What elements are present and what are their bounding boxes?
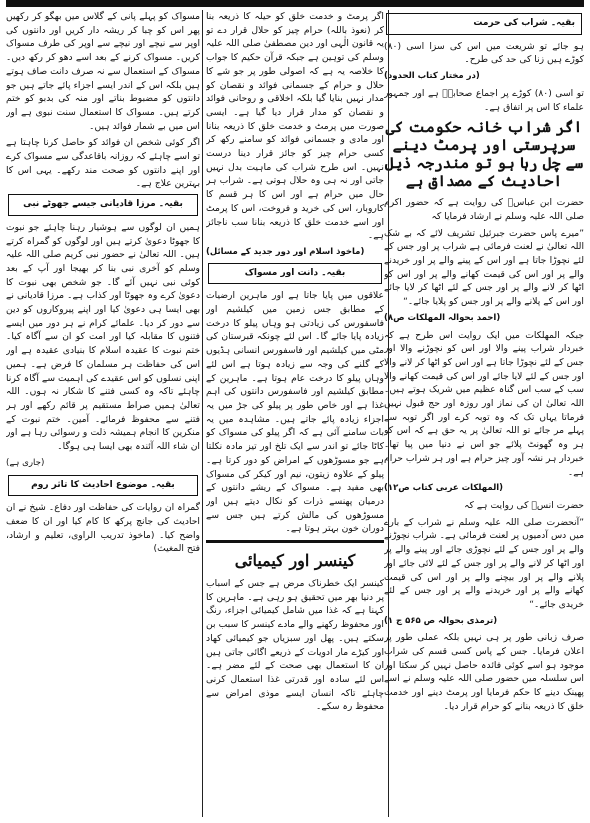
reference: (احمد بحوالہ المهلكات ص۸): [384, 312, 501, 323]
top-rule: [6, 0, 584, 7]
section-box-wine-prohibition: بقیہ۔ شراب کی حرمت: [386, 13, 582, 35]
paragraph: جبکہ المهلكات میں ایک روایت اس طرح ہے کہ خبردار شراب پینے والا اور اس کو نچوڑنے والا اور جس کے لئے نچوڑا جاتا ہے اور اس کو اٹھا کر لانے والا اور جس کے لئے لایا جائے اور اس کی قیمت کھانے والا سب کے سب اس گناہ عظیم میں شریک ہوتے ہیں۔ اللہ تعالیٰ ان کی نماز اور روزہ اور حج قبول نہیں فرماتا یہاں تک کہ وہ توبہ کرے اور اگر توبہ سے پہلے مر جائے تو اللہ تعالیٰ پر یہ حق ہے کہ اس کو ہر وہ گھونٹ پلائے جو اس نے دنیا میں پیا تھا۔ خبردار ہر نشہ آور چیز حرام ہے اور ہر شراب حرام ہے۔: [384, 329, 584, 478]
right-column: [384, 10, 584, 817]
reference: (در مختار کتاب الحدود): [384, 71, 480, 82]
paragraph: مسواک کو پہلے پانی کے گلاس میں بھگو کر رکھیں پھر اس کو چبا کر ریشہ دار کریں اور دانتوں کی اوپر سے نیچے اور نیچے سے اوپر کی طرف مسواک کریں۔ مسواک کرنے کے بعد اسے دھو کر رکھ دیں۔ مسواک کے استعمال سے نہ صرف دانت صاف ہوتے ہیں بلکہ اس کے اندر ایسے اجزاء پائے جاتے ہیں جو دانتوں کو مضبوط بناتے اور منہ کی بدبو کو ختم کرتے ہیں۔ مسواک کا استعمال سنت نبوی ہے اور اس میں بے شمار فوائد ہیں۔: [6, 11, 200, 132]
section-heading: کینسر اور کیمیائی: [234, 551, 356, 571]
divider: [206, 540, 384, 543]
middle-column: [206, 10, 384, 817]
section-box-false-prophet: بقیہ۔ مرزا قادیانی جیسے جھوٹے نبی: [8, 194, 198, 216]
paragraph: گمراہ ان روایات کی حفاظت اور دفاع۔ شیخ نے ان احادیث کی جانچ پرکھ کا کام کیا اور ان کا ضعف واضح کیا۔ (ماخوذ تدریب الراوی، تعلیم و ارشاد، فتح المغیث): [6, 502, 200, 555]
hadith-quote: ”میرے پاس حضرت جبرئیل تشریف لائے کہ بے شک اللہ تعالیٰ نے لعنت فرمائی ہے شراب پر اور جس کے لئے نچوڑا جاتا ہے اور اس کے پینے والے پر اور خریدنے والے پر اور اس کی قیمت کھانے والے پر اور اس کو اٹھا کر لانے والے پر اور جس کے لئے اٹھا کر لایا جائے اور اس کے پلانے والے پر اور جس کو پلایا جائے۔“: [384, 227, 584, 308]
paragraph: اگر پرمٹ و خدمت خلق کو حیلہ کا ذریعہ بنا کر (نعوذ باللہ) حرام چیز کو حلال قرار دے تو یہ قانون الٰہی اور دین مصطفیٰ صلی اللہ علیہ وسلم کی توہین ہے جبکہ قرآن حکیم کا جواب کا خلاصہ یہ ہے کہ اصولی طور پر جو شے کا حلال و حرام کے جسمانی فوائد و نقصان کو مدار نہیں بنایا گیا بلکہ اخلاقی و روحانی فوائد و نقصان کو مدار قرار دیا گیا ہے۔ ایسی صورت میں پرمٹ و خدمت خلق کا ذریعہ بنانا اور مادی و جسمانی فوائد کو سامنے رکھ کر کسی حرام چیز کو جائز قرار دینا درست نہیں۔ اس طرح شراب کی ماہیت بدل نہیں جاتی اور نہ ہی وہ حلال ہوتی ہے۔ شراب ہر حال میں حرام ہے اور اس کا ہر قسم کا کاروبار، اس کی خرید و فروخت، اس کا پرمٹ اور اسے خدمت خلق کا ذریعہ بنانا سب ناجائز ہے۔: [206, 11, 384, 242]
paragraph: کینسر ایک خطرناک مرض ہے جس کے اسباب پر دنیا بھر میں تحقیق ہو رہی ہے۔ ماہرین کا کہنا ہے کہ غذا میں شامل کیمیائی اجزاء، رنگ اور محفوظ رکھنے والے مادے کینسر کا سبب بن سکتے ہیں۔ پھل اور سبزیاں جو کیمیائی کھاد اور کیڑے مار ادویات کے ذریعے اگائی جاتی ہیں ان کا استعمال بھی صحت کے لئے مضر ہے۔ اس لئے سادہ اور قدرتی غذا استعمال کرنی چاہئے تاکہ انسان ایسے موذی امراض سے محفوظ رہ سکے۔: [206, 578, 384, 713]
paragraph: حضرت ابن عباسؓ کی روایت ہے کہ حضور اکرم صلی اللہ علیہ وسلم نے ارشاد فرمایا کہ: [384, 197, 584, 222]
reference: (ترمذی بحوالہ ص ۵۶۵ ج ۱): [384, 615, 498, 626]
paragraph: ہمیں ان لوگوں سے ہوشیار رہنا چاہئے جو نبوت کا جھوٹا دعویٰ کرتے ہیں اور لوگوں کو گمراہ کرتے ہیں۔ اللہ تعالیٰ نے حضور نبی کریم صلی اللہ علیہ وسلم کو آخری نبی بنا کر بھیجا اور آپ کے بعد کوئی نبی نہیں آئے گا۔ جو شخص بھی نبوت کا دعویٰ کرے وہ جھوٹا اور کذاب ہے۔ مرزا قادیانی نے بھی ایسا ہی دعویٰ کیا اور اپنے پیروکاروں کو دین سے دور کر دیا۔ علمائے کرام نے ہر دور میں ایسے فتنوں کا مقابلہ کیا اور امت کو ان سے آگاہ کیا۔ ختم نبوت کا عقیدہ اسلام کا بنیادی عقیدہ ہے اور اس کی حفاظت ہر مسلمان کا فرض ہے۔ ہمیں اپنی نسلوں کو اس عقیدے کی اہمیت سے آگاہ کرنا چاہئے تاکہ وہ کسی فتنے کا شکار نہ ہوں۔ اللہ تعالیٰ ہمیں صراط مستقیم پر قائم رکھے اور ہر فتنے سے محفوظ فرمائے۔ آمین۔ ختم نبوت کے منکرین کا انجام ہمیشہ ذلت و رسوائی رہا ہے اور ان شاء اللہ آئندہ بھی ایسا ہی ہوگا۔: [6, 221, 200, 453]
paragraph: صرف زبانی طور پر ہی نہیں بلکہ عملی طور پر اعلان فرمایا۔ جس کے پاس کسی قسم کی شراب موجود ہو اسے کوئی فائدہ حاصل نہیں کر سکتا اور اس سلسلہ میں حضور صلی اللہ علیہ وسلم نے اسے پھینک دینے کا حکم فرمایا اور پرمٹ دینے اور خدمت خلق کا ذریعہ بنانے کو حرام قرار دیا۔: [384, 632, 584, 712]
paragraph: حضرت انسؓ کی روایت ہے کہ: [464, 499, 584, 511]
paragraph: علاقوں میں پایا جاتا ہے اور ماہرین ارضیات کے مطابق جس زمین میں کیلشیم اور فاسفورس کی زیادتی ہو وہاں پیلو کا درخت زیادہ پایا جائے گا۔ اس لئے چونکہ قبرستان کی مٹی میں کیلشیم اور فاسفورس انسانی ہڈیوں کے گلنے کی وجہ سے زیادہ ہوتا ہے اس لئے وہاں پیلو کا درخت عام ہوتا ہے۔ ماہرین کے مطابق کیلشیم اور فاسفورس دانتوں کی اہم غذا ہے اور خاص طور پر پیلو کی جڑ میں یہ اجزاء زیادہ پائے جاتے ہیں۔ مشاہدہ میں یہ بات سامنے آئی ہے کہ اگر پیلو کی مسواک کو کاٹا جائے تو اندر سے ایک تلخ اور تیز مادہ نکلتا ہے جو مسوڑھوں کے امراض کو دور کرتا ہے۔ پیلو کے علاوہ زیتون، نیم اور کیکر کی مسواک بھی مفید ہے۔ مسواک کے ریشے دانتوں کے درمیان پھنسے ذرات کو نکال دیتے ہیں اور مسوڑھوں کی مالش کرتے ہیں جس سے دوران خون بہتر ہوتا ہے۔: [206, 290, 384, 535]
hadith-quote: ”آنحضرت صلی اللہ علیہ وسلم نے شراب کے بارے میں دس آدمیوں پر لعنت فرمائی ہے۔ شراب نچوڑنے والے پر اور جس کے لئے نچوڑی جائے اور پینے والے پر اور اٹھا کر لانے والے پر اور جس کے لئے لائی جائے اور پلانے والے پر اور بیچنے والے پر اور اس کی قیمت کھانے والے پر اور خریدنے والے پر اور جس کے لئے خریدی جائے۔“: [384, 516, 584, 610]
column-divider: [202, 10, 203, 817]
column-divider: [388, 10, 389, 817]
headline: اگر شراب خانہ حکومت کی سرپرستی اور پرمٹ دینے سے چل رہا ہو تو مندرجہ ذیل احادیث کے مصداق ہے: [384, 118, 584, 191]
section-box-fabricated-hadith: بقیہ۔ موضوع احادیث کا تاثر روم: [8, 475, 198, 497]
paragraph: تو اسی (۸۰) کوڑے پر اجماع صحابہؓ ہے اور جمہور علماء کا اس پر اتفاق ہے۔: [384, 87, 584, 113]
reference: (ماخوذ اسلام اور دور جدید کے مسائل): [206, 246, 365, 257]
paragraph: ہو جائے تو شریعت میں اس کی سزا اسی (۸۰) کوڑے ہیں زنا کی حد کی طرح۔: [384, 40, 584, 66]
section-box-teeth-miswak: بقیہ۔ دانت اور مسواک: [208, 263, 382, 285]
continued-label: (جاری ہے): [6, 457, 45, 468]
paragraph: اگر کوئی شخص ان فوائد کو حاصل کرنا چاہتا ہے تو اسے چاہئے کہ روزانہ باقاعدگی سے مسواک کرے اور اپنے دانتوں کو صحت مند رکھے۔ یہی اس کا بہترین علاج ہے۔: [6, 137, 200, 190]
left-column: [6, 10, 200, 817]
reference: (المهلكات عربی کتاب ص۱۲): [384, 483, 504, 494]
